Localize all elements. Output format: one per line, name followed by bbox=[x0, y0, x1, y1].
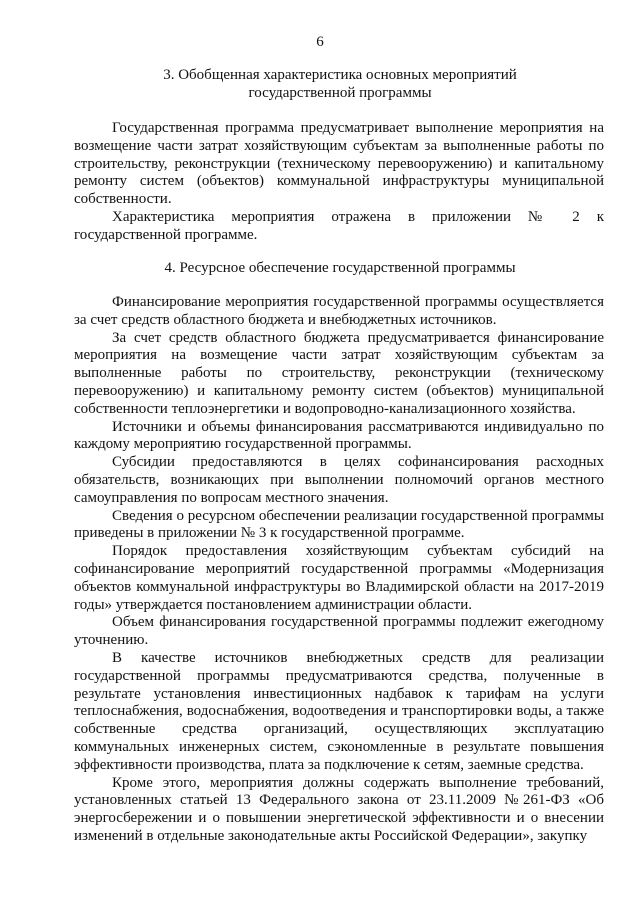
section-4-paragraph: В качестве источников внебюджетных средств для реализации государственной программы предусматриваются средства, полученные в результате установления инвестиционных надбавок к тарифам на услуги теплоснабжения, водоснабжения, водоотведения и транспортировки воды, а также собственные средства организаций, осуществляющих эксплуатацию коммунальных инженерных систем, сэкономленные в результате повышения эффективности производства, плата за подключение к сетям, заемные средства. bbox=[74, 649, 604, 773]
section-4-paragraph: Субсидии предоставляются в целях софинансирования расходных обязательств, возникающих при выполнении полномочий органов местного самоуправления по вопросам местного значения. bbox=[74, 454, 604, 506]
section-4-title: 4. Ресурсное обеспечение государственной программы bbox=[164, 260, 516, 276]
section-3-paragraph: Характеристика мероприятия отражена в приложении № 2 к государственной программе. bbox=[74, 208, 604, 243]
section-3-title-line-2: государственной программы bbox=[248, 85, 432, 101]
section-4-paragraph: Объем финансирования государственной программы подлежит ежегодному уточнению. bbox=[74, 614, 604, 649]
section-4-paragraph: Источники и объемы финансирования рассматриваются индивидуально по каждому мероприятию государственной программы. bbox=[74, 418, 604, 453]
section-3-title bbox=[100, 66, 580, 102]
section-4-paragraph: Порядок предоставления хозяйствующим субъектам субсидий на софинансирование мероприятий государственной программы «Модернизация объектов коммунальной инфраструктуры во Владимирской области на 2017-2019 годы» утверждается постановлением администрации области. bbox=[74, 543, 604, 613]
page-number: 6 bbox=[316, 34, 324, 50]
section-4-paragraph: Сведения о ресурсном обеспечении реализации государственной программы приведены в приложении № 3 к государственной программе. bbox=[74, 507, 604, 542]
section-4-body bbox=[74, 294, 604, 846]
section-4-paragraph: За счет средств областного бюджета предусматривается финансирование мероприятия на возмещение части затрат хозяйствующим субъектам за выполненные работы по строительству, реконструкции (техническому перевооружению) и капитальному ремонту систем (объектов) муниципальной собственности теплоэнергетики и водопроводно-канализационного хозяйства. bbox=[74, 329, 604, 417]
section-3-body bbox=[74, 120, 604, 245]
section-4-paragraph: Кроме этого, мероприятия должны содержать выполнение требований, установленных статьей 13 Федерального закона от 23.11.2009 №261-ФЗ «Об энергосбережении и о повышении энергетической эффективности и о внесении изменений в отдельные законодательные акты Российской Федерации», закупку bbox=[74, 774, 604, 844]
section-3-title-line-1: 3. Обобщенная характеристика основных мероприятий bbox=[163, 67, 517, 83]
section-3-paragraph: Государственная программа предусматривает выполнение мероприятия на возмещение части затрат хозяйствующим субъектам за выполненные работы по строительству, реконструкции (техническому перевооружению) и капитальному ремонту систем (объектов) коммунальной инфраструктуры муниципальной собственности. bbox=[74, 120, 604, 208]
section-4-paragraph: Финансирование мероприятия государственной программы осуществляется за счет средств областного бюджета и внебюджетных источников. bbox=[74, 294, 604, 328]
